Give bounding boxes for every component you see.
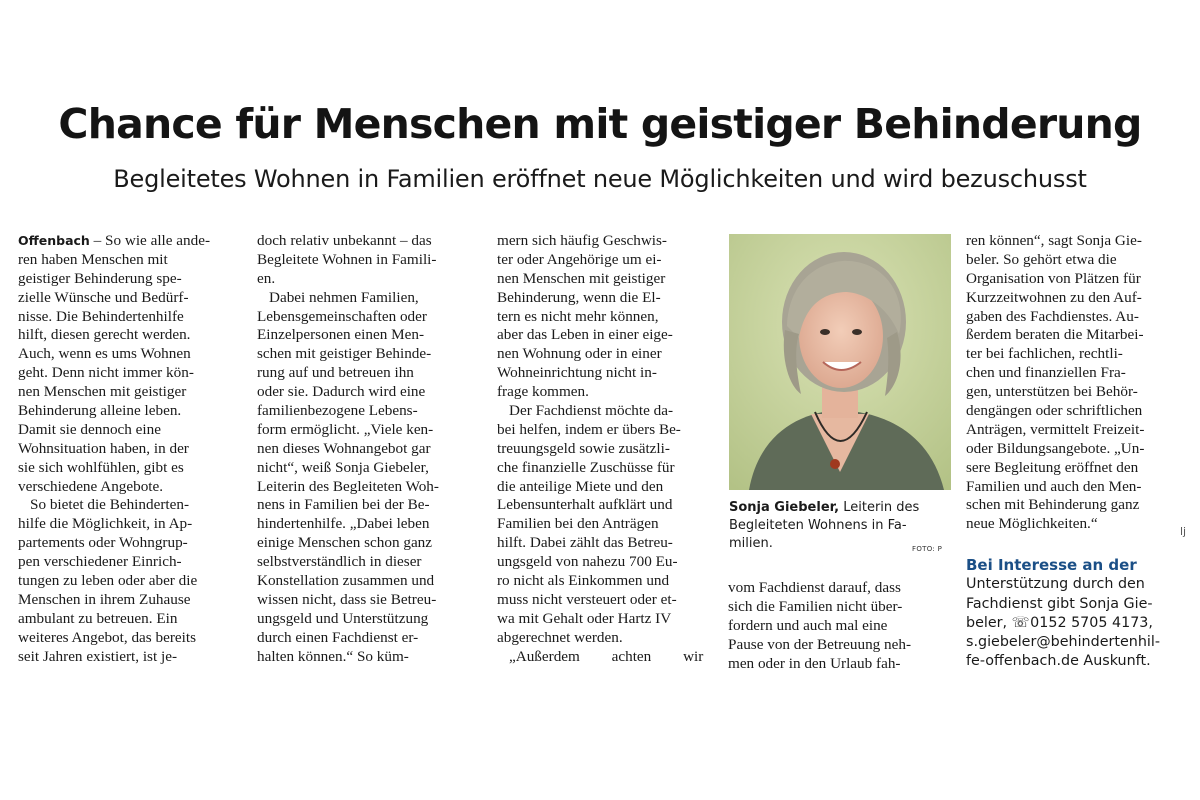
info-box <box>966 556 1188 672</box>
text-line: geistiger Behinderung spe- <box>18 269 182 287</box>
text-line: Organisation von Plätzen für <box>966 269 1141 287</box>
email-link[interactable]: s.giebeler@behindertenhil- <box>966 634 1160 651</box>
text-line: nisse. Die Behindertenhilfe <box>18 307 184 325</box>
dateline: Offenbach <box>18 233 90 248</box>
text-line: schen mit Behinderung ganz <box>966 496 1140 514</box>
text-line: oder sie. Dadurch wird eine <box>257 383 426 401</box>
text-line: nen Menschen mit geistiger <box>497 269 666 287</box>
text-line: en. <box>257 269 276 287</box>
text-line: fe-offenbach.de Auskunft. <box>966 653 1151 670</box>
info-heading: Bei Interesse an der <box>966 556 1137 574</box>
text-line: sere Begleitung eröffnet den <box>966 458 1139 476</box>
text-line: ro nicht als Einkommen und <box>497 572 670 590</box>
text-line: ßerdem beraten die Mitarbei- <box>966 326 1144 344</box>
article-column-5 <box>966 232 1188 534</box>
text-line: die anteilige Miete und den <box>497 477 664 495</box>
text-line: ungsgeld von nahezu 700 Eu- <box>497 553 678 571</box>
author-initials: lj <box>1180 525 1187 538</box>
text-line: Dabei nehmen Familien, <box>269 288 419 306</box>
text-line: Unterstützung durch den <box>966 576 1145 593</box>
text-line: Behinderung alleine leben. <box>18 402 182 420</box>
text-line: men oder in den Urlaub fah- <box>728 654 901 672</box>
text-line: ter bei fachlichen, rechtli- <box>966 345 1123 363</box>
text-line: schen mit geistiger Behinde- <box>257 345 432 363</box>
text-line: ter oder Angehörige um ei- <box>497 250 662 268</box>
text-line: hindertenhilfe. „Dabei leben <box>257 515 430 533</box>
text-line: Fachdienst gibt Sonja Gie- <box>966 595 1153 612</box>
text-line: beler, ☏ 0152 5705 4173, <box>966 614 1188 633</box>
text-line: Leiterin des Begleiteten Woh- <box>257 477 439 495</box>
text-line: oder Bildungsangebote. „Un- <box>966 439 1145 457</box>
text-line: So bietet die Behinderten- <box>30 496 190 514</box>
text-line: gen, unterstützen bei Behör- <box>966 383 1138 401</box>
text-line: tungen zu leben oder aber die <box>18 572 198 590</box>
text-line: muss nicht versteuert oder et- <box>497 590 677 608</box>
text-line: ungsgeld und Unterstützung <box>257 609 429 627</box>
article-subtitle: Begleitetes Wohnen in Familien eröffnet neue Möglichkeiten und wird bezuschusst <box>113 165 1087 193</box>
text-line: Familien und auch den Men- <box>966 477 1142 495</box>
text-line: wa mit Gehalt oder Hartz IV <box>497 609 672 627</box>
text-line: Einzelpersonen einen Men- <box>257 326 424 344</box>
phone-icon: ☏ <box>1011 614 1030 631</box>
text-line: Offenbach – So wie alle ande- <box>18 232 211 249</box>
text-line: durch einen Fachdienst er- <box>257 628 419 646</box>
caption-name: Sonja Giebeler, <box>729 500 840 515</box>
text-line: hilfe die Möglichkeit, in Ap- <box>18 515 193 533</box>
text-line: Lebensgemeinschaften oder <box>257 307 427 325</box>
text-line: tern es nicht mehr können, <box>497 307 659 325</box>
text-line: pen verschiedener Einrich- <box>18 553 182 571</box>
text-line: Kurzzeitwohnen zu den Auf- <box>966 288 1142 306</box>
text-line: Wohnsituation haben, in der <box>18 439 189 457</box>
text-line: chen und finanziellen Fra- <box>966 364 1126 382</box>
text-line: nens in Familien bei der Be- <box>257 496 430 514</box>
text-line: nicht“, weiß Sonja Giebeler, <box>257 458 429 476</box>
text-line: Sonja Giebeler, Leiterin des <box>729 500 920 515</box>
text-line: Begleitete Wohnen in Famili- <box>257 250 437 268</box>
text-line: ambulant zu betreuen. Ein <box>18 609 178 627</box>
text-line: geht. Denn nicht immer kön- <box>18 364 194 382</box>
text-line: hilft, diesen gerecht werden. <box>18 326 191 344</box>
text-line: bei helfen, indem er übers Be- <box>497 420 681 438</box>
text-line: mern sich häufig Geschwis- <box>497 232 667 249</box>
article-column-1 <box>18 232 240 666</box>
text-line: zielle Wünsche und Bedürf- <box>18 288 189 306</box>
photo-credit: FOTO: P <box>912 545 943 553</box>
text-line: seit Jahren existiert, ist je- <box>18 647 178 665</box>
text-line: gaben des Fachdienstes. Au- <box>966 307 1139 325</box>
text-line: verschiedene Angebote. <box>18 477 164 495</box>
text-line: partements oder Wohngrup- <box>18 534 188 552</box>
text-line: ren können“, sagt Sonja Gie- <box>966 232 1142 249</box>
article-column-3 <box>497 232 719 666</box>
text-line: nen dieses Wohnangebot gar <box>257 439 431 457</box>
article-title: Chance für Menschen mit geistiger Behinderung <box>58 100 1142 148</box>
text-line: „Außerdem achten wir <box>509 647 704 665</box>
text-line: weiteres Angebot, das bereits <box>18 628 196 646</box>
text-line: Der Fachdienst möchte da- <box>509 402 674 420</box>
text-line: dengängen oder schriftlichen <box>966 402 1143 420</box>
text-line: ren haben Menschen mit <box>18 250 168 268</box>
text-line: rung auf und betreuen ihn <box>257 364 414 382</box>
text-line: hilft. Dabei zählt das Betreu- <box>497 534 673 552</box>
text-line: sich die Familien nicht über- <box>728 597 903 615</box>
text-line: milien. <box>729 536 773 551</box>
text-line: treuungsgeld sowie zusätzli- <box>497 439 670 457</box>
text-line: selbstverständlich in dieser <box>257 553 422 571</box>
text-line: Pause von der Betreuung neh- <box>728 635 912 653</box>
text-line: Lebensunterhalt aufklärt und <box>497 496 673 514</box>
text-line: che finanzielle Zuschüsse für <box>497 458 675 476</box>
text-line: familienbezogene Lebens- <box>257 402 418 420</box>
text-line: Familien bei den Anträgen <box>497 515 659 533</box>
text-line: beler. So gehört etwa die <box>966 250 1117 268</box>
text-line: neue Möglichkeiten.“ <box>966 515 1098 533</box>
text-line: form ermöglicht. „Viele ken- <box>257 420 434 438</box>
text-line: Behinderung, wenn die El- <box>497 288 661 306</box>
text-line: vom Fachdienst darauf, dass <box>728 579 901 596</box>
text-line: einige Menschen schon ganz <box>257 534 433 552</box>
portrait-image <box>729 234 951 490</box>
text-line: Begleiteten Wohnens in Fa- <box>729 518 907 533</box>
text-line: Konstellation zusammen und <box>257 572 435 590</box>
text-line: Auch, wenn es ums Wohnen <box>18 345 191 363</box>
article-column-2 <box>257 232 479 666</box>
text-line: halten können.“ So küm- <box>257 647 409 665</box>
text-line: nen Wohnung oder in einer <box>497 345 662 363</box>
text-line: doch relativ unbekannt – das <box>257 232 432 249</box>
text-line: fordern und auch mal eine <box>728 616 888 634</box>
text-line: Wohneinrichtung nicht in- <box>497 364 657 382</box>
text-line: Anträgen, vermittelt Freizeit- <box>966 420 1145 438</box>
text-line: abgerechnet werden. <box>497 628 623 646</box>
text-line: Damit sie dennoch eine <box>18 420 161 438</box>
text-line: Menschen in ihrem Zuhause <box>18 590 191 608</box>
text-line: wissen nicht, dass sie Betreu- <box>257 590 437 608</box>
portrait-photo <box>729 234 951 490</box>
text-line: sie sich wohlfühlen, gibt es <box>18 458 184 476</box>
text-line: frage kommen. <box>497 383 589 401</box>
article-column-4 <box>728 579 950 673</box>
text-line: aber das Leben in einer eige- <box>497 326 673 344</box>
text-line: nen Menschen mit geistiger <box>18 383 187 401</box>
